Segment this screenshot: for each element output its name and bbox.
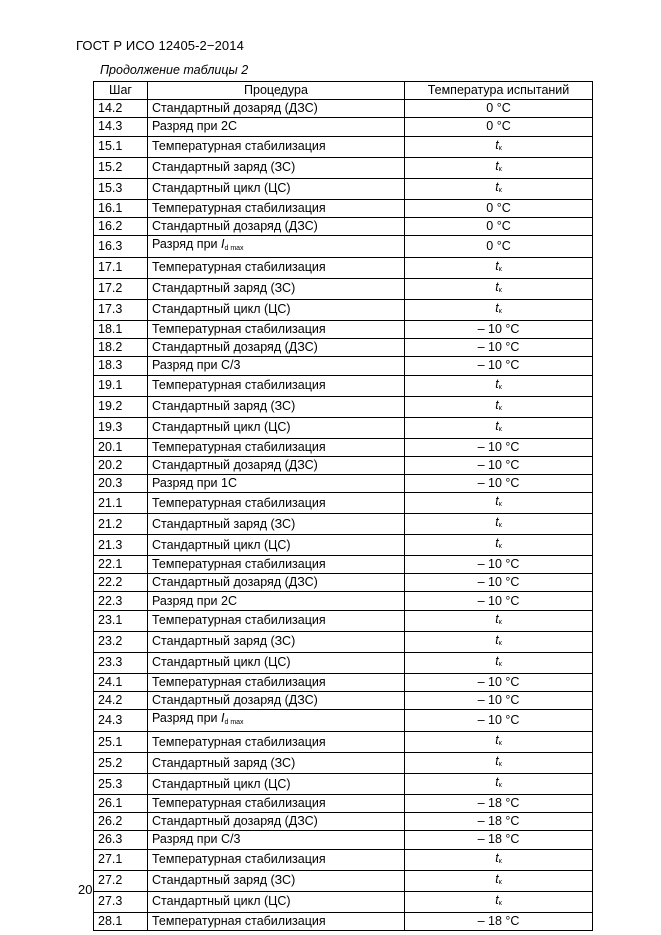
temperature-value: – 10 °C [477,557,520,572]
procedure-cell [148,417,405,438]
temperature-cell [405,652,593,673]
temperature-cell [405,438,593,456]
temperature-cell [405,574,593,592]
temperature-cell [405,157,593,178]
temperature-subscript: к [498,618,502,626]
temperature-cell [405,849,593,870]
column-header-temperature: Температура испытаний [405,82,593,100]
temperature-value: – 10 °C [477,358,520,373]
column-header-procedure: Процедура [148,82,405,100]
procedure-text: Стандартный заряд (ЗС) [152,634,296,649]
temperature-cell [405,556,593,574]
temperature-cell [405,235,593,257]
procedure-text: Стандартный заряд (ЗС) [152,281,296,296]
table-row [94,493,593,514]
document-header: ГОСТ Р ИСО 12405-2−2014 [76,38,244,53]
procedure-text: Температурная стабилизация [152,139,326,154]
temperature-subscript: к [498,878,502,886]
temperature-subscript: к [498,639,502,647]
procedure-text: Стандартный заряд (ЗС) [152,516,296,531]
current-symbol: I [221,236,225,251]
procedure-cell [148,795,405,813]
table-row [94,257,593,278]
procedure-cell [148,774,405,795]
procedure-cell [148,813,405,831]
table-row [94,891,593,912]
procedure-text: Стандартный цикл (ЦС) [152,420,291,434]
step-cell: 14.2 [94,100,148,118]
step-cell: 22.1 [94,556,148,574]
step-cell: 25.1 [94,732,148,753]
procedure-text: Стандартный дозаряд (ДЗС) [152,340,318,355]
procedure-text: Стандартный дозаряд (ДЗС) [152,101,318,116]
header-row [94,82,593,100]
procedure-text: Стандартный дозаряд (ДЗС) [152,218,318,233]
temperature-symbol: t [495,754,499,768]
temperature-symbol: t [495,775,499,789]
table-row [94,514,593,535]
procedure-text: Стандартный цикл (ЦС) [152,776,291,791]
current-symbol: I [221,711,225,725]
temperature-cell [405,710,593,732]
temperature-value: – 18 °C [477,796,520,811]
table-row [94,178,593,199]
procedure-cell [148,320,405,338]
procedure-text: Стандартный цикл (ЦС) [152,537,291,552]
table-row [94,691,593,709]
procedure-text: Температурная стабилизация [152,734,326,749]
procedure-text: Температурная стабилизация [152,613,326,628]
temperature-value: – 18 °C [477,832,520,847]
procedure-cell [148,592,405,610]
table-row [94,710,593,732]
temperature-cell [405,136,593,157]
procedure-text: Температурная стабилизация [152,557,326,572]
procedure-text: Стандартный цикл (ЦС) [152,894,291,909]
procedure-cell [148,514,405,535]
temperature-value: 0 °C [486,119,511,134]
table-row [94,136,593,157]
step-cell: 26.2 [94,813,148,831]
temperature-value: 0 °C [486,101,511,116]
table-row [94,217,593,235]
temperature-subscript: к [498,265,502,273]
temperature-subscript: к [498,425,502,433]
temperature-cell [405,396,593,417]
table-header [94,82,593,100]
temperature-symbol: t [495,258,499,273]
temperature-subscript: к [498,186,502,194]
procedure-cell [148,178,405,199]
table-row [94,235,593,257]
temperature-value: 0 °C [486,218,511,233]
temperature-cell [405,831,593,849]
procedure-text: Стандартный дозаряд (ДЗС) [152,814,318,829]
procedure-cell [148,456,405,474]
temperature-subscript: к [498,740,502,747]
temperature-value: – 10 °C [477,593,520,608]
step-cell: 15.2 [94,157,148,178]
temperature-value: – 10 °C [477,457,520,472]
step-cell: 19.1 [94,375,148,396]
step-cell: 20.1 [94,438,148,456]
step-cell: 28.1 [94,912,148,930]
procedure-prefix: Разряд при [152,236,221,251]
temperature-subscript: к [498,165,502,173]
table-row [94,118,593,136]
temperature-cell [405,456,593,474]
table-row [94,912,593,930]
procedure-text: Температурная стабилизация [152,852,326,867]
procedure-text: Температурная стабилизация [152,674,326,689]
procedure-cell [148,891,405,912]
step-cell: 17.3 [94,299,148,320]
step-cell: 15.1 [94,136,148,157]
temperature-cell [405,257,593,278]
temperature-subscript: к [498,501,502,509]
procedure-text: Стандартный цикл (ЦС) [152,302,291,317]
procedure-text: Разряд при 2С [152,119,237,134]
table-row [94,299,593,320]
temperature-cell [405,813,593,831]
temperature-symbol: t [495,515,499,530]
table-row [94,396,593,417]
temperature-cell [405,631,593,652]
temperature-value: – 10 °C [477,713,520,727]
temperature-symbol: t [495,158,499,173]
table-row [94,774,593,795]
table-row [94,278,593,299]
step-cell: 26.1 [94,795,148,813]
temperature-cell [405,339,593,357]
table-row [94,199,593,217]
current-subscript: d max [224,244,244,252]
temperature-subscript: к [498,404,502,412]
procedure-cell [148,118,405,136]
step-cell: 27.3 [94,891,148,912]
procedure-cell [148,396,405,417]
step-cell: 23.2 [94,631,148,652]
temperature-cell [405,118,593,136]
temperature-subscript: к [498,543,502,551]
temperature-cell [405,610,593,631]
procedure-text: Температурная стабилизация [152,796,326,811]
temperature-symbol: t [495,137,499,152]
table-row [94,375,593,396]
temperature-symbol: t [495,653,499,668]
procedure-cell [148,535,405,556]
procedure-cell [148,710,405,732]
temperature-symbol: t [495,397,499,412]
temperature-subscript: к [498,857,502,865]
procedure-cell [148,199,405,217]
procedure-text: Температурная стабилизация [152,322,326,337]
procedure-cell [148,673,405,691]
temperature-cell [405,753,593,774]
procedure-text: Стандартный дозаряд (ДЗС) [152,692,318,707]
current-subscript: d max [224,719,244,726]
temperature-symbol: t [495,611,499,626]
step-cell: 21.2 [94,514,148,535]
temperature-symbol: t [495,850,499,865]
procedure-text: Стандартный дозаряд (ДЗС) [152,575,318,590]
procedure-cell [148,732,405,753]
temperature-symbol: t [495,892,499,907]
procedure-cell [148,493,405,514]
temperature-cell [405,691,593,709]
table-row [94,456,593,474]
procedure-text: Стандартный заряд (ЗС) [152,399,296,413]
temperature-cell [405,493,593,514]
procedure-cell [148,136,405,157]
table-row [94,795,593,813]
procedure-text: Температурная стабилизация [152,913,326,928]
table-body [94,100,593,931]
step-cell: 21.3 [94,535,148,556]
step-cell: 24.2 [94,691,148,709]
step-cell: 16.2 [94,217,148,235]
procedure-cell [148,235,405,257]
temperature-symbol: t [495,536,499,551]
procedure-cell [148,610,405,631]
temperature-symbol: t [495,494,499,509]
procedure-cell [148,157,405,178]
temperature-cell [405,417,593,438]
temperature-symbol: t [495,279,499,294]
table-row [94,574,593,592]
temperature-cell [405,535,593,556]
temperature-cell [405,774,593,795]
temperature-cell [405,357,593,375]
procedure-cell [148,870,405,891]
table-row [94,417,593,438]
temperature-symbol: t [495,300,499,315]
procedure-cell [148,339,405,357]
table-row [94,610,593,631]
step-cell: 18.3 [94,357,148,375]
table-row [94,753,593,774]
step-cell: 18.2 [94,339,148,357]
table-row [94,732,593,753]
table-row [94,474,593,492]
procedure-cell [148,831,405,849]
temperature-subscript: к [498,286,502,294]
step-cell: 20.3 [94,474,148,492]
step-cell: 21.1 [94,493,148,514]
step-cell: 25.2 [94,753,148,774]
procedure-text: Температурная стабилизация [152,378,326,392]
table-row [94,438,593,456]
temperature-subscript: к [498,660,502,668]
temperature-subscript: к [498,761,502,768]
temperature-value: – 10 °C [477,439,520,454]
procedure-text: Температурная стабилизация [152,439,326,454]
procedure-text: Разряд при С/3 [152,832,241,847]
procedure-prefix: Разряд при [152,711,221,725]
step-cell: 24.3 [94,710,148,732]
temperature-cell [405,592,593,610]
procedure-cell [148,753,405,774]
page-number: 20 [78,882,93,897]
temperature-cell [405,299,593,320]
temperature-value: 0 °C [486,200,511,215]
procedure-text: Разряд при 2С [152,593,237,608]
temperature-value: – 10 °C [477,322,520,337]
temperature-symbol: t [495,632,499,647]
temperature-symbol: t [495,733,499,747]
temperature-value: – 10 °C [477,674,520,689]
temperature-cell [405,199,593,217]
temperature-cell [405,870,593,891]
procedure-text: Разряд при 1С [152,475,237,490]
table-row [94,339,593,357]
procedure-cell [148,375,405,396]
step-cell: 17.2 [94,278,148,299]
column-header-step: Шаг [94,82,148,100]
step-cell: 15.3 [94,178,148,199]
temperature-value: 0 °C [486,238,511,253]
step-cell: 23.3 [94,652,148,673]
step-cell: 23.1 [94,610,148,631]
temperature-cell [405,474,593,492]
temperature-symbol: t [495,376,499,391]
temperature-cell [405,514,593,535]
table-row [94,652,593,673]
procedure-cell [148,278,405,299]
procedure-cell [148,574,405,592]
procedure-text: Разряд при С/3 [152,358,241,373]
table-row [94,556,593,574]
step-cell: 22.2 [94,574,148,592]
procedure-cell [148,474,405,492]
temperature-cell [405,320,593,338]
temperature-cell [405,375,593,396]
procedure-text: Стандартный заряд (ЗС) [152,873,296,888]
temperature-subscript: к [498,307,502,315]
step-cell: 24.1 [94,673,148,691]
procedure-cell [148,849,405,870]
step-cell: 27.2 [94,870,148,891]
procedure-cell [148,438,405,456]
procedure-cell [148,357,405,375]
temperature-symbol: t [495,871,499,886]
step-cell: 20.2 [94,456,148,474]
procedure-cell [148,100,405,118]
table-row [94,535,593,556]
temperature-cell [405,673,593,691]
step-cell: 25.3 [94,774,148,795]
procedure-text: Стандартный цикл (ЦС) [152,181,291,196]
step-cell: 14.3 [94,118,148,136]
temperature-cell [405,732,593,753]
procedure-cell [148,556,405,574]
table-row [94,592,593,610]
step-cell: 16.3 [94,235,148,257]
table-row [94,631,593,652]
temperature-subscript: к [498,899,502,907]
table-row [94,673,593,691]
step-cell: 26.3 [94,831,148,849]
temperature-subscript: к [498,522,502,530]
temperature-value: – 10 °C [477,475,520,490]
table-row [94,831,593,849]
step-cell: 19.3 [94,417,148,438]
table-row [94,100,593,118]
temperature-cell [405,178,593,199]
temperature-cell [405,795,593,813]
procedure-text: Температурная стабилизация [152,200,326,215]
procedure-text: Стандартный заряд (ЗС) [152,755,296,770]
table-row [94,813,593,831]
temperature-symbol: t [495,179,499,194]
procedure-text: Температурная стабилизация [152,260,326,275]
procedure-text: Температурная стабилизация [152,495,326,510]
procedure-cell [148,217,405,235]
procedure-text: Стандартный заряд (ЗС) [152,160,296,175]
temperature-cell [405,912,593,930]
temperature-value: – 18 °C [477,913,520,928]
procedure-cell [148,257,405,278]
procedure-cell [148,652,405,673]
temperature-subscript: к [498,144,502,152]
table-row [94,357,593,375]
temperature-subscript: к [498,782,502,789]
temperature-value: – 18 °C [477,814,520,829]
temperature-cell [405,217,593,235]
procedure-cell [148,691,405,709]
procedure-cell [148,631,405,652]
temperature-symbol: t [495,418,499,433]
steps-table [93,81,593,931]
temperature-cell [405,891,593,912]
step-cell: 18.1 [94,320,148,338]
table-row [94,849,593,870]
temperature-value: – 10 °C [477,575,520,590]
table-caption: Продолжение таблицы 2 [100,63,249,77]
procedure-cell [148,912,405,930]
table-row [94,320,593,338]
temperature-cell [405,278,593,299]
step-cell: 27.1 [94,849,148,870]
procedure-text: Стандартный цикл (ЦС) [152,655,291,670]
step-cell: 22.3 [94,592,148,610]
procedure-text: Стандартный дозаряд (ДЗС) [152,457,318,472]
procedure-cell [148,299,405,320]
step-cell: 16.1 [94,199,148,217]
temperature-value: – 10 °C [477,692,520,707]
temperature-cell [405,100,593,118]
step-cell: 19.2 [94,396,148,417]
temperature-subscript: к [498,383,502,391]
table-row [94,870,593,891]
table-row [94,157,593,178]
step-cell: 17.1 [94,257,148,278]
temperature-value: – 10 °C [477,340,520,355]
